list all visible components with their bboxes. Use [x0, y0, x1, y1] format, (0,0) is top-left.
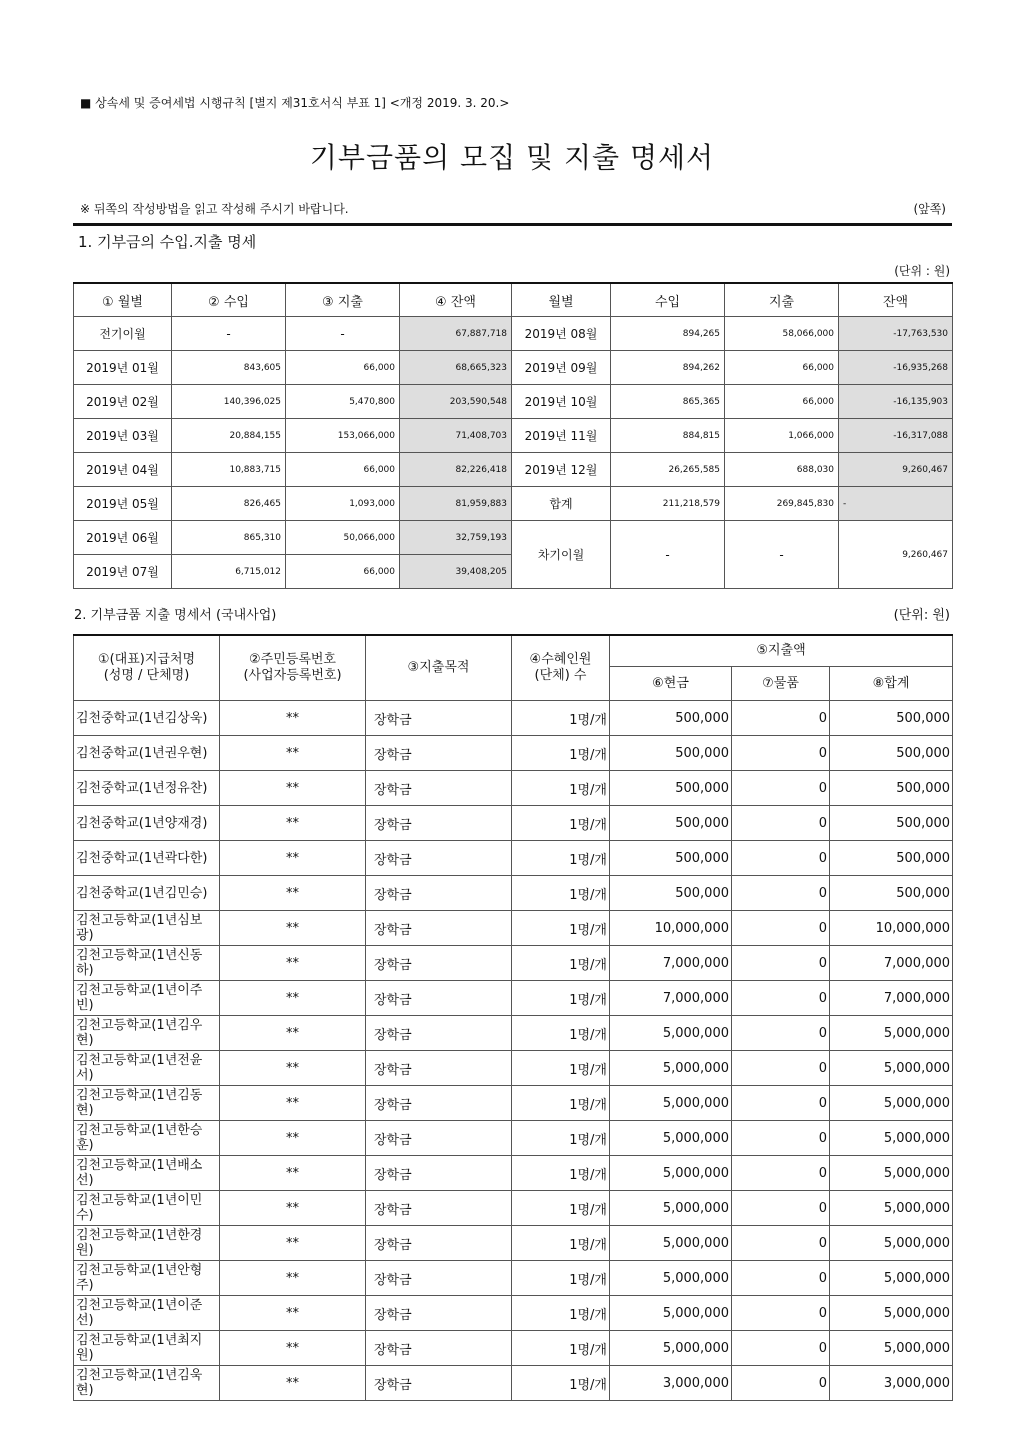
law-reference: ■ 상속세 및 증여세법 시행규칙 [별지 제31호서식 부표 1] <개정 2019. 3. 20.>	[80, 96, 510, 110]
count-cell: 1명/개	[512, 1051, 610, 1086]
table-row	[74, 1261, 953, 1296]
donation-expense-table	[73, 634, 953, 1401]
table-row	[74, 1296, 953, 1331]
notice-text: ※ 뒤쪽의 작성방법을 읽고 작성해 주시기 바랍니다.	[80, 202, 349, 216]
purpose-cell: 장학금	[366, 1016, 512, 1051]
total-cell: 3,000,000	[830, 1366, 953, 1401]
table-row	[74, 736, 953, 771]
income-cell: 6,715,012	[172, 555, 286, 589]
cash-cell: 7,000,000	[610, 946, 732, 981]
goods-cell: 0	[732, 1331, 830, 1366]
purpose-cell: 장학금	[366, 1051, 512, 1086]
cash-cell: 5,000,000	[610, 1226, 732, 1261]
section2-title: 2. 기부금품 지출 명세서 (국내사업)	[74, 608, 277, 623]
goods-cell: 0	[732, 911, 830, 946]
cash-cell: 5,000,000	[610, 1296, 732, 1331]
total-cell: 7,000,000	[830, 981, 953, 1016]
income-expense-table	[73, 282, 953, 589]
registration-cell: **	[220, 981, 366, 1016]
registration-cell: **	[220, 1156, 366, 1191]
total-cell: 10,000,000	[830, 911, 953, 946]
table-row	[74, 1156, 953, 1191]
recipient-cell: 김천고등학교(1년한승훈)	[74, 1121, 220, 1156]
carry-expense-cell: -	[725, 521, 839, 589]
table-row	[74, 1051, 953, 1086]
goods-cell: 0	[732, 946, 830, 981]
expense-cell: 66,000	[286, 453, 400, 487]
balance-cell: -16,317,088	[839, 419, 953, 453]
total-cell: 5,000,000	[830, 1016, 953, 1051]
month-cell: 2019년 10월	[512, 385, 611, 419]
expense-cell: 66,000	[725, 385, 839, 419]
registration-cell: **	[220, 736, 366, 771]
count-cell: 1명/개	[512, 911, 610, 946]
t1-col-header: 수입	[611, 283, 725, 317]
registration-cell: **	[220, 1051, 366, 1086]
purpose-cell: 장학금	[366, 1331, 512, 1366]
recipient-cell: 김천중학교(1년정유찬)	[74, 771, 220, 806]
count-cell: 1명/개	[512, 1016, 610, 1051]
table-row	[74, 1016, 953, 1051]
income-cell: 826,465	[172, 487, 286, 521]
purpose-cell: 장학금	[366, 946, 512, 981]
section1-title: 1. 기부금의 수입.지출 명세	[78, 233, 257, 251]
recipient-cell: 김천고등학교(1년이민수)	[74, 1191, 220, 1226]
income-cell: 211,218,579	[611, 487, 725, 521]
purpose-cell: 장학금	[366, 736, 512, 771]
total-cell: 5,000,000	[830, 1051, 953, 1086]
count-cell: 1명/개	[512, 981, 610, 1016]
col-total: ⑧합계	[830, 667, 953, 701]
cash-cell: 5,000,000	[610, 1016, 732, 1051]
cash-cell: 3,000,000	[610, 1366, 732, 1401]
income-cell: 20,884,155	[172, 419, 286, 453]
count-cell: 1명/개	[512, 1296, 610, 1331]
total-cell: 500,000	[830, 771, 953, 806]
count-cell: 1명/개	[512, 771, 610, 806]
cash-cell: 5,000,000	[610, 1051, 732, 1086]
recipient-cell: 김천고등학교(1년안형주)	[74, 1261, 220, 1296]
table-row	[74, 981, 953, 1016]
table-row	[74, 1086, 953, 1121]
col-cash: ⑥현금	[610, 667, 732, 701]
col-registration-number: ②주민등록번호 (사업자등록번호)	[220, 635, 366, 701]
income-expense-header	[74, 283, 953, 317]
purpose-cell: 장학금	[366, 771, 512, 806]
table-row	[74, 911, 953, 946]
table-row	[74, 946, 953, 981]
income-cell: 884,815	[611, 419, 725, 453]
recipient-cell: 김천고등학교(1년신동하)	[74, 946, 220, 981]
page-title: 기부금품의 모집 및 지출 명세서	[309, 141, 715, 174]
balance-cell: 39,408,205	[400, 555, 512, 589]
section1-unit: (단위 : 원)	[894, 264, 950, 278]
total-cell: 500,000	[830, 701, 953, 736]
table-row	[74, 806, 953, 841]
cash-cell: 5,000,000	[610, 1121, 732, 1156]
expense-cell: 1,066,000	[725, 419, 839, 453]
goods-cell: 0	[732, 701, 830, 736]
month-cell: 2019년 01월	[74, 351, 172, 385]
total-cell: 5,000,000	[830, 1156, 953, 1191]
month-cell: 전기이월	[74, 317, 172, 351]
purpose-cell: 장학금	[366, 911, 512, 946]
expense-cell: 66,000	[286, 555, 400, 589]
purpose-cell: 장학금	[366, 981, 512, 1016]
registration-cell: **	[220, 1261, 366, 1296]
income-cell: 865,310	[172, 521, 286, 555]
count-cell: 1명/개	[512, 1156, 610, 1191]
table-row	[74, 1366, 953, 1401]
table-row	[74, 351, 953, 385]
month-cell: 합계	[512, 487, 611, 521]
count-cell: 1명/개	[512, 946, 610, 981]
expense-cell: 66,000	[286, 351, 400, 385]
recipient-cell: 김천고등학교(1년이주빈)	[74, 981, 220, 1016]
registration-cell: **	[220, 946, 366, 981]
income-cell: -	[172, 317, 286, 351]
expense-cell: 153,066,000	[286, 419, 400, 453]
registration-cell: **	[220, 1016, 366, 1051]
expense-header-row-1	[74, 635, 953, 667]
balance-cell: -	[839, 487, 953, 521]
count-cell: 1명/개	[512, 1366, 610, 1401]
expense-cell: 5,470,800	[286, 385, 400, 419]
expense-cell: 269,845,830	[725, 487, 839, 521]
income-cell: 865,365	[611, 385, 725, 419]
total-cell: 5,000,000	[830, 1226, 953, 1261]
total-cell: 5,000,000	[830, 1261, 953, 1296]
balance-cell: 81,959,883	[400, 487, 512, 521]
balance-cell: 203,590,548	[400, 385, 512, 419]
balance-cell: 82,226,418	[400, 453, 512, 487]
month-cell: 2019년 04월	[74, 453, 172, 487]
recipient-cell: 김천중학교(1년권우현)	[74, 736, 220, 771]
carry-income-cell: -	[611, 521, 725, 589]
registration-cell: **	[220, 806, 366, 841]
table-row	[74, 419, 953, 453]
recipient-cell: 김천고등학교(1년심보광)	[74, 911, 220, 946]
purpose-cell: 장학금	[366, 701, 512, 736]
registration-cell: **	[220, 841, 366, 876]
total-cell: 500,000	[830, 876, 953, 911]
purpose-cell: 장학금	[366, 1296, 512, 1331]
count-cell: 1명/개	[512, 841, 610, 876]
carry-month-cell: 차기이월	[512, 521, 611, 589]
purpose-cell: 장학금	[366, 876, 512, 911]
expense-cell: 50,066,000	[286, 521, 400, 555]
expense-cell: 1,093,000	[286, 487, 400, 521]
cash-cell: 500,000	[610, 876, 732, 911]
t1-col-header: ④ 잔액	[400, 283, 512, 317]
balance-cell: -16,135,903	[839, 385, 953, 419]
recipient-cell: 김천고등학교(1년한경원)	[74, 1226, 220, 1261]
table-row	[74, 841, 953, 876]
cash-cell: 500,000	[610, 806, 732, 841]
income-cell: 10,883,715	[172, 453, 286, 487]
recipient-cell: 김천중학교(1년김민승)	[74, 876, 220, 911]
registration-cell: **	[220, 911, 366, 946]
month-cell: 2019년 02월	[74, 385, 172, 419]
count-cell: 1명/개	[512, 876, 610, 911]
month-cell: 2019년 07월	[74, 555, 172, 589]
col-goods: ⑦물품	[732, 667, 830, 701]
cash-cell: 5,000,000	[610, 1261, 732, 1296]
registration-cell: **	[220, 701, 366, 736]
month-cell: 2019년 12월	[512, 453, 611, 487]
goods-cell: 0	[732, 1296, 830, 1331]
month-cell: 2019년 11월	[512, 419, 611, 453]
table-row	[74, 1331, 953, 1366]
t1-col-header: 잔액	[839, 283, 953, 317]
t1-col-header: ① 월별	[74, 283, 172, 317]
total-cell: 500,000	[830, 806, 953, 841]
table-row	[74, 876, 953, 911]
goods-cell: 0	[732, 1016, 830, 1051]
total-cell: 5,000,000	[830, 1086, 953, 1121]
col-purpose: ③지출목적	[366, 635, 512, 701]
purpose-cell: 장학금	[366, 1226, 512, 1261]
expense-cell: -	[286, 317, 400, 351]
count-cell: 1명/개	[512, 1331, 610, 1366]
total-cell: 5,000,000	[830, 1191, 953, 1226]
goods-cell: 0	[732, 1156, 830, 1191]
total-cell: 5,000,000	[830, 1296, 953, 1331]
balance-cell: -16,935,268	[839, 351, 953, 385]
header-divider	[73, 223, 952, 226]
balance-cell: 32,759,193	[400, 521, 512, 555]
balance-cell: -17,763,530	[839, 317, 953, 351]
recipient-cell: 김천중학교(1년양재경)	[74, 806, 220, 841]
goods-cell: 0	[732, 1121, 830, 1156]
recipient-cell: 김천고등학교(1년김동현)	[74, 1086, 220, 1121]
total-cell: 5,000,000	[830, 1331, 953, 1366]
registration-cell: **	[220, 771, 366, 806]
table-row	[74, 1121, 953, 1156]
purpose-cell: 장학금	[366, 1366, 512, 1401]
registration-cell: **	[220, 1366, 366, 1401]
table-row	[74, 1191, 953, 1226]
col-beneficiary-count: ④수혜인원 (단체) 수	[512, 635, 610, 701]
income-cell: 140,396,025	[172, 385, 286, 419]
cash-cell: 10,000,000	[610, 911, 732, 946]
recipient-cell: 김천중학교(1년김상욱)	[74, 701, 220, 736]
cash-cell: 5,000,000	[610, 1156, 732, 1191]
total-cell: 500,000	[830, 841, 953, 876]
recipient-cell: 김천고등학교(1년최지원)	[74, 1331, 220, 1366]
cash-cell: 500,000	[610, 841, 732, 876]
col-recipient: ①(대표)지급처명 (성명 / 단체명)	[74, 635, 220, 701]
count-cell: 1명/개	[512, 1226, 610, 1261]
purpose-cell: 장학금	[366, 1121, 512, 1156]
income-cell: 843,605	[172, 351, 286, 385]
month-cell: 2019년 06월	[74, 521, 172, 555]
table-row	[74, 1226, 953, 1261]
purpose-cell: 장학금	[366, 806, 512, 841]
t1-col-header: ② 수입	[172, 283, 286, 317]
expense-cell: 66,000	[725, 351, 839, 385]
table-row	[74, 521, 953, 555]
recipient-cell: 김천중학교(1년곽다한)	[74, 841, 220, 876]
purpose-cell: 장학금	[366, 841, 512, 876]
total-cell: 7,000,000	[830, 946, 953, 981]
count-cell: 1명/개	[512, 1191, 610, 1226]
goods-cell: 0	[732, 876, 830, 911]
cash-cell: 5,000,000	[610, 1191, 732, 1226]
col-expense-amount: ⑤지출액	[610, 635, 953, 667]
purpose-cell: 장학금	[366, 1191, 512, 1226]
registration-cell: **	[220, 876, 366, 911]
count-cell: 1명/개	[512, 1261, 610, 1296]
expense-cell: 58,066,000	[725, 317, 839, 351]
balance-cell: 71,408,703	[400, 419, 512, 453]
table-row	[74, 701, 953, 736]
recipient-cell: 김천고등학교(1년김욱현)	[74, 1366, 220, 1401]
registration-cell: **	[220, 1226, 366, 1261]
section2-unit: (단위: 원)	[893, 608, 950, 623]
purpose-cell: 장학금	[366, 1156, 512, 1191]
count-cell: 1명/개	[512, 1121, 610, 1156]
registration-cell: **	[220, 1296, 366, 1331]
table-row	[74, 385, 953, 419]
count-cell: 1명/개	[512, 701, 610, 736]
side-label: (앞쪽)	[913, 202, 946, 216]
t1-col-header: ③ 지출	[286, 283, 400, 317]
count-cell: 1명/개	[512, 806, 610, 841]
recipient-cell: 김천고등학교(1년전윤서)	[74, 1051, 220, 1086]
table-row	[74, 317, 953, 351]
income-cell: 26,265,585	[611, 453, 725, 487]
total-cell: 500,000	[830, 736, 953, 771]
goods-cell: 0	[732, 981, 830, 1016]
cash-cell: 7,000,000	[610, 981, 732, 1016]
cash-cell: 5,000,000	[610, 1086, 732, 1121]
recipient-cell: 김천고등학교(1년배소선)	[74, 1156, 220, 1191]
registration-cell: **	[220, 1086, 366, 1121]
goods-cell: 0	[732, 771, 830, 806]
balance-cell: 67,887,718	[400, 317, 512, 351]
cash-cell: 500,000	[610, 736, 732, 771]
purpose-cell: 장학금	[366, 1086, 512, 1121]
cash-cell: 500,000	[610, 701, 732, 736]
month-cell: 2019년 05월	[74, 487, 172, 521]
total-cell: 5,000,000	[830, 1121, 953, 1156]
goods-cell: 0	[732, 806, 830, 841]
goods-cell: 0	[732, 1086, 830, 1121]
t1-col-header: 월별	[512, 283, 611, 317]
income-cell: 894,262	[611, 351, 725, 385]
count-cell: 1명/개	[512, 736, 610, 771]
registration-cell: **	[220, 1331, 366, 1366]
goods-cell: 0	[732, 1191, 830, 1226]
t1-col-header: 지출	[725, 283, 839, 317]
month-cell: 2019년 09월	[512, 351, 611, 385]
table-row	[74, 771, 953, 806]
income-cell: 894,265	[611, 317, 725, 351]
recipient-cell: 김천고등학교(1년이준선)	[74, 1296, 220, 1331]
balance-cell: 68,665,323	[400, 351, 512, 385]
table-row	[74, 453, 953, 487]
purpose-cell: 장학금	[366, 1261, 512, 1296]
registration-cell: **	[220, 1121, 366, 1156]
goods-cell: 0	[732, 736, 830, 771]
goods-cell: 0	[732, 841, 830, 876]
balance-cell: 9,260,467	[839, 453, 953, 487]
month-cell: 2019년 03월	[74, 419, 172, 453]
recipient-cell: 김천고등학교(1년김우현)	[74, 1016, 220, 1051]
goods-cell: 0	[732, 1366, 830, 1401]
goods-cell: 0	[732, 1226, 830, 1261]
cash-cell: 500,000	[610, 771, 732, 806]
table-row	[74, 487, 953, 521]
count-cell: 1명/개	[512, 1086, 610, 1121]
registration-cell: **	[220, 1191, 366, 1226]
expense-cell: 688,030	[725, 453, 839, 487]
month-cell: 2019년 08월	[512, 317, 611, 351]
goods-cell: 0	[732, 1051, 830, 1086]
cash-cell: 5,000,000	[610, 1331, 732, 1366]
carry-balance-cell: 9,260,467	[839, 521, 953, 589]
goods-cell: 0	[732, 1261, 830, 1296]
